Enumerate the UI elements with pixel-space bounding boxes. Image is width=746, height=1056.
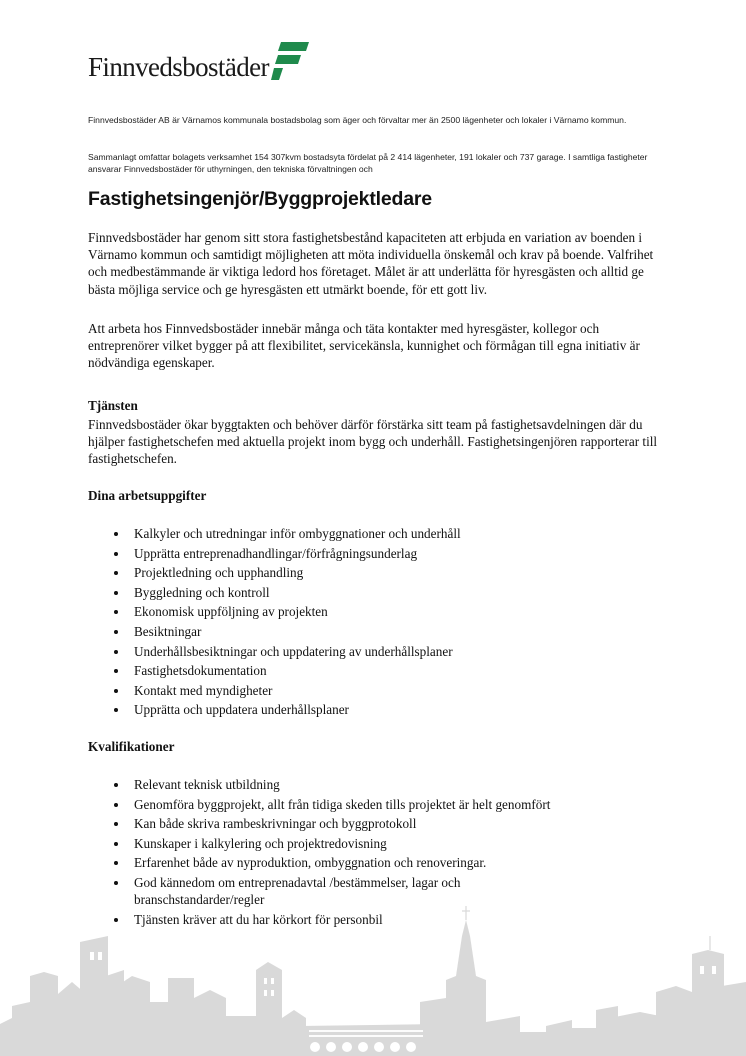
tjansten-heading: Tjänsten bbox=[88, 398, 138, 413]
intro-paragraph-1: Finnvedsbostäder AB är Värnamos kommunala bostadsbolag som äger och förvaltar mer än 2500 lägenheter och lokaler i Värnamo kommun. bbox=[88, 115, 627, 125]
list-item: Byggledning och kontroll bbox=[88, 584, 648, 601]
list-item: Tjänsten kräver att du har körkort för personbil bbox=[88, 911, 528, 928]
list-item: Erfarenhet både av nyproduktion, ombyggnation och renoveringar. bbox=[88, 854, 694, 871]
list-item: Kalkyler och utredningar inför ombyggnationer och underhåll bbox=[88, 525, 648, 542]
logo-wordmark: Finnvedsbostäder bbox=[88, 52, 269, 82]
list-item: God kännedom om entreprenadavtal /bestämmelser, lagar och branschstandarder/regler bbox=[88, 874, 528, 908]
town-skyline-illustration bbox=[0, 906, 746, 1056]
logo-f-icon bbox=[271, 42, 309, 80]
list-item: Kunskaper i kalkylering och projektredovisning bbox=[88, 835, 528, 852]
list-item: Besiktningar bbox=[88, 623, 648, 640]
list-item: Relevant teknisk utbildning bbox=[88, 776, 528, 793]
intro-paragraph-2: Sammanlagt omfattar bolagets verksamhet 154 307kvm bostadsyta fördelat på 2 414 lägenheter, 191 lokaler och 737 garage. I samtliga fastigheter ansvarar Finnvedsbostäder för uthyrningen, den tekniska förvaltningen och bbox=[88, 152, 648, 174]
company-description: Finnvedsbostäder har genom sitt stora fastighetsbestånd kapaciteten att erbjuda en variation av boenden i Värnamo kommun och samtidigt möjligheten att möta individuella önskemål och krav på boende. Valfrihet och medbestämmande är viktiga ledord hos företaget. Målet är att underlätta för hyresgästen och alltid ge bästa möjliga service och ge hyresgästen ett utmärkt boende, för ett gott liv. bbox=[88, 230, 654, 297]
tasks-list bbox=[88, 525, 648, 721]
tjansten-text: Finnvedsbostäder ökar byggtakten och behöver därför förstärka sitt team på fastighetsavdelningen där du hjälper fastighetschefen med aktuella projekt inom bygg och underhåll. Fastighetsingenjören rapporterar till fastighetschefen. bbox=[88, 417, 658, 467]
list-item: Genomföra byggprojekt, allt från tidiga skeden tills projektet är helt genomfört bbox=[88, 796, 694, 813]
list-item: Fastighetsdokumentation bbox=[88, 662, 648, 679]
company-logo bbox=[88, 42, 309, 81]
qualifications-heading: Kvalifikationer bbox=[88, 739, 175, 754]
tasks-heading: Dina arbetsuppgifter bbox=[88, 488, 207, 503]
job-title: Fastighetsingenjör/Byggprojektledare bbox=[88, 188, 432, 210]
list-item: Projektledning och upphandling bbox=[88, 564, 648, 581]
work-environment-description: Att arbeta hos Finnvedsbostäder innebär många och täta kontakter med hyresgäster, kollegor och entreprenörer vilket bygger på att flexibilitet, servicekänsla, kunnighet och förmågan till egna initiativ är nödvändiga egenskaper. bbox=[88, 321, 640, 371]
list-item: Ekonomisk uppföljning av projekten bbox=[88, 603, 648, 620]
list-item: Underhållsbesiktningar och uppdatering av underhållsplaner bbox=[88, 643, 648, 660]
list-item: Upprätta entreprenadhandlingar/förfrågningsunderlag bbox=[88, 545, 648, 562]
list-item: Kan både skriva rambeskrivningar och byggprotokoll bbox=[88, 815, 528, 832]
list-item: Kontakt med myndigheter bbox=[88, 682, 648, 699]
list-item: Upprätta och uppdatera underhållsplaner bbox=[88, 701, 648, 718]
